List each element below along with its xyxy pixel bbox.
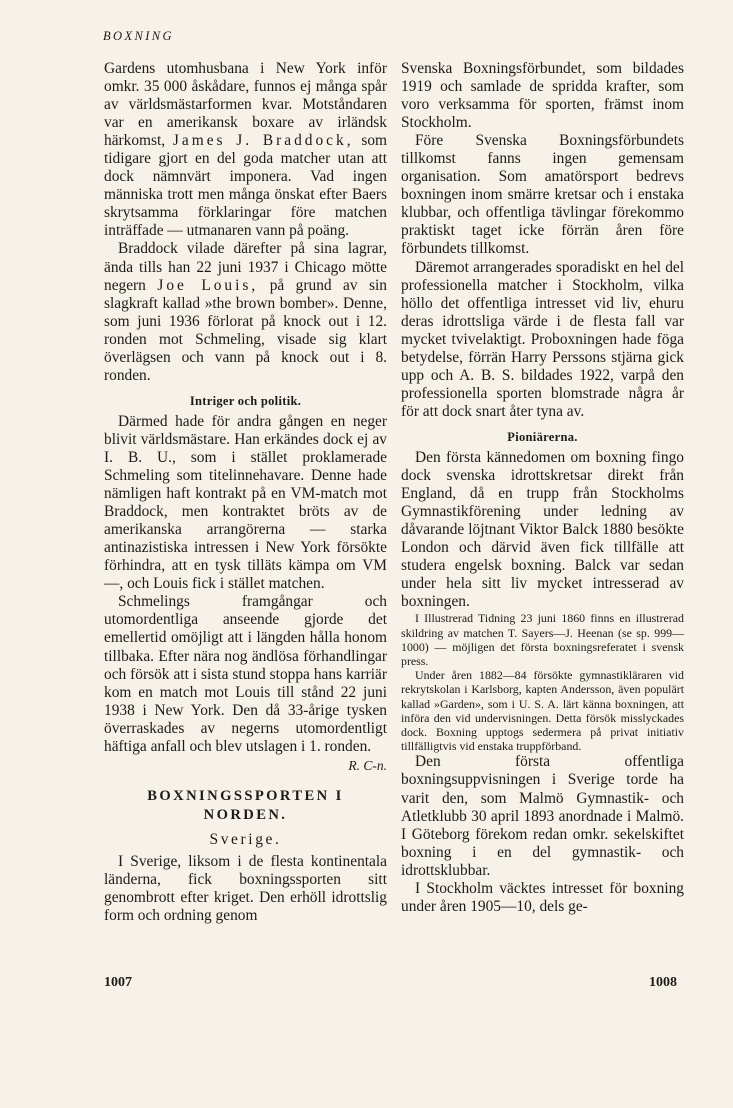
subheading: Intriger och politik. [189, 393, 302, 408]
page-number-left: 1007 [104, 975, 132, 990]
paragraph: Däremot arrangerades sporadiskt en hel del professionella matcher i Stockholm, vilka höllo det offentliga intresset vid liv, ehuru deras idrottsliga värde i de flesta fall var mycket tvivelaktigt. Proboxningen hade föga betydelse, förrän Harry Perssons stjärna gick upp och A. B. S. bildades 1922, varpå den professionella sporten blomstrade några år för att dock snart åter tyna av. [401, 258, 684, 420]
left-column [104, 60, 387, 925]
person-name: James J. Braddock, [172, 132, 354, 150]
paragraph: Svenska Boxningsförbundet, som bildades 1919 och samlade de spridda krafter, som voro verksamma för sporten, främst inom Stockholm. [401, 60, 684, 132]
running-header: BOXNING [103, 29, 174, 43]
author-signature: R. C-n. [348, 757, 387, 773]
paragraph: Den första offentliga boxningsuppvisningen i Sverige torde ha varit den, som Malmö Gymnastik- och Atletklubb 30 april 1893 anordnade i Malmö. I Göteborg förekom redan omkr. sekelskiftet boxning i en del gymnastik- och idrottsklubbar. [401, 753, 684, 879]
paragraph: I Sverige, liksom i de flesta kontinentala länderna, fick boxningssporten sitt genombrott efter kriget. Den erhöll idrottslig form och ordning genom [104, 852, 387, 925]
page-number-right: 1008 [649, 975, 677, 990]
person-name: Joe Louis, [157, 276, 259, 294]
footnote: Under åren 1882—84 försökte gymnastikläraren vid rekrytskolan i Karlsborg, kapten Andersson, även populärt kallad »Garden», som i U. S. A. lärt känna boxningen, att införa den vid undervisningen. Detta försök misslyckades dock. Boxning upptogs sedermera på privat initiativ tillfälligtvis vid enstaka truppförband. [401, 668, 684, 754]
section-title: BOXNINGSSPORTEN I NORDEN. [147, 787, 344, 823]
footnote: I Illustrerad Tidning 23 juni 1860 finns en illustrerad skildring av matchen T. Sayers—J. Heenan (se sp. 999—1000) — möjligen det första boxningsreferatet i svensk press. [401, 611, 684, 669]
paragraph: Gardens utomhusbana i New York inför omkr. 35 000 åskådare, funnos ej många spår av världsmästarformen kvar. Motståndaren var en amerikansk boxare av irländsk härkomst, James J. Braddock, som tidigare gjort en del goda matcher utan att dock nämnvärt imponera. Vad ingen människa trott men många önskat efter Baers skrytsamma förklaringar före matchen inträffade — utmanaren vann på poäng. [104, 60, 387, 240]
paragraph: Den första kännedomen om boxning fingo dock svenska idrottskretsar direkt från England, då en trupp från Stockholms Gymnastikförening under ledning av dåvarande löjtnant Viktor Balck 1880 besökte London och därvid även fick tillfälle att studera engelsk boxning. Balck var sedan under hela sitt liv mycket intresserad av boxningen. [401, 448, 684, 611]
subheading: Pioniärerna. [507, 429, 578, 444]
right-column [401, 60, 684, 916]
paragraph: Därmed hade för andra gången en neger blivit världsmästare. Han erkändes dock ej av I. B. U., som i stället proklamerade Schmeling som titelinnehavare. Denne hade nämligen haft kontrakt på en VM-match mot Braddock, men kontraktet bröts av de amerikanska arrangörerna — starka antinazistiska intressen i New York försökte förhindra, att en tysk tilläts kämpa om VM —, och Louis fick i stället matchen. [104, 412, 387, 593]
paragraph: I Stockholm väcktes intresset för boxning under åren 1905—10, dels ge- [401, 879, 684, 915]
paragraph: Braddock vilade därefter på sina lagrar, ända tills han 22 juni 1937 i Chicago mötte negern Joe Louis, på grund av sin slagkraft kallad »the brown bomber». Denne, som juni 1936 förlorat på knock out i 12. ronden mot Schmeling, visade sig klart överlägsen och vann på knock out i 8. ronden. [104, 240, 387, 384]
paragraph: Schmelings framgångar och utomordentliga anseende gjorde det emellertid omöjligt att i längden hålla honom tillbaka. Efter nära nog ändlösa förhandlingar och försök att i sista stund stoppa hans karriär kom en match mot Louis till stånd 22 juni 1938 i New York. Den då 33-årige tysken överraskades av negerns utomordentligt häftiga anfall och blev utslagen i 1. ronden. [104, 593, 387, 755]
paragraph: Före Svenska Boxningsförbundets tillkomst fanns ingen gemensam organisation. Som amatörsport bedrevs boxningen inom smärre kretsar och i enstaka klubbar, och offentliga tävlingar förekommo praktiskt taget icke förrän åren före förbundets tillkomst. [401, 132, 684, 258]
section-subtitle: Sverige. [209, 830, 282, 848]
